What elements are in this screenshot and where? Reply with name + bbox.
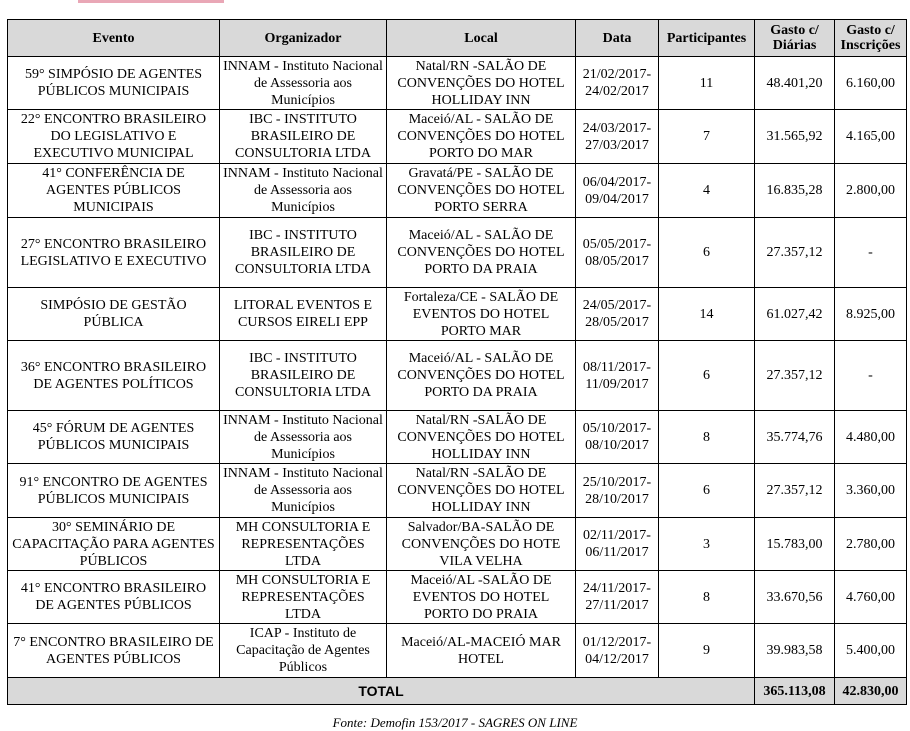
cell-gasto-inscricoes: 4.760,00 — [835, 571, 907, 624]
cell-organizador: IBC - INSTITUTO BRASILEIRO DE CONSULTORIA LTDA — [220, 341, 387, 411]
cell-organizador: LITORAL EVENTOS E CURSOS EIRELI EPP — [220, 288, 387, 341]
cell-data: 24/03/2017-27/03/2017 — [576, 110, 659, 164]
cell-participantes: 7 — [659, 110, 755, 164]
cell-gasto-diarias: 27.357,12 — [755, 341, 835, 411]
table-row — [8, 411, 907, 464]
cell-data: 08/11/2017-11/09/2017 — [576, 341, 659, 411]
cell-gasto-inscricoes: 4.165,00 — [835, 110, 907, 164]
cell-participantes: 11 — [659, 57, 755, 110]
cell-data: 06/04/2017-09/04/2017 — [576, 164, 659, 218]
cell-organizador: INNAM - Instituto Nacional de Assessoria aos Municípios — [220, 57, 387, 110]
header-data: Data — [576, 20, 659, 57]
source-note: Fonte: Demofin 153/2017 - SAGRES ON LINE — [332, 715, 578, 730]
cell-gasto-inscricoes: 3.360,00 — [835, 464, 907, 518]
cell-local: Natal/RN -SALÃO DE CONVENÇÕES DO HOTEL HOLLIDAY INN — [387, 57, 576, 110]
cell-gasto-diarias: 27.357,12 — [755, 464, 835, 518]
header-organizador: Organizador — [220, 20, 387, 57]
cell-evento: 36° ENCONTRO BRASILEIRO DE AGENTES POLÍTICOS — [8, 341, 220, 411]
cell-gasto-diarias: 35.774,76 — [755, 411, 835, 464]
table-header-row — [8, 20, 907, 57]
cell-participantes: 14 — [659, 288, 755, 341]
cell-gasto-inscricoes: 6.160,00 — [835, 57, 907, 110]
table-row — [8, 110, 907, 164]
cell-evento: 22° ENCONTRO BRASILEIRO DO LEGISLATIVO E EXECUTIVO MUNICIPAL — [8, 110, 220, 164]
cell-gasto-inscricoes: 2.800,00 — [835, 164, 907, 218]
cell-organizador: IBC - INSTITUTO BRASILEIRO DE CONSULTORIA LTDA — [220, 110, 387, 164]
total-row — [8, 678, 907, 705]
top-accent-bar — [78, 0, 224, 3]
header-evento: Evento — [8, 20, 220, 57]
cell-local: Gravatá/PE - SALÃO DE CONVENÇÕES DO HOTEL PORTO SERRA — [387, 164, 576, 218]
cell-organizador: IBC - INSTITUTO BRASILEIRO DE CONSULTORIA LTDA — [220, 218, 387, 288]
cell-gasto-inscricoes: - — [835, 218, 907, 288]
table-row — [8, 341, 907, 411]
cell-gasto-diarias: 61.027,42 — [755, 288, 835, 341]
cell-gasto-inscricoes: 4.480,00 — [835, 411, 907, 464]
cell-evento: 27° ENCONTRO BRASILEIRO LEGISLATIVO E EXECUTIVO — [8, 218, 220, 288]
cell-participantes: 8 — [659, 411, 755, 464]
cell-data: 05/10/2017-08/10/2017 — [576, 411, 659, 464]
cell-local: Natal/RN -SALÃO DE CONVENÇÕES DO HOTEL HOLLIDAY INN — [387, 464, 576, 518]
header-participantes: Participantes — [659, 20, 755, 57]
cell-local: Maceió/AL - SALÃO DE CONVENÇÕES DO HOTEL PORTO DA PRAIA — [387, 341, 576, 411]
cell-gasto-diarias: 48.401,20 — [755, 57, 835, 110]
cell-gasto-inscricoes: 5.400,00 — [835, 624, 907, 678]
cell-organizador: INNAM - Instituto Nacional de Assessoria aos Municípios — [220, 164, 387, 218]
cell-local: Salvador/BA-SALÃO DE CONVENÇÕES DO HOTE VILA VELHA — [387, 518, 576, 571]
cell-participantes: 9 — [659, 624, 755, 678]
cell-evento: 7° ENCONTRO BRASILEIRO DE AGENTES PÚBLICOS — [8, 624, 220, 678]
total-label: TOTAL — [8, 678, 755, 705]
cell-evento: 91° ENCONTRO DE AGENTES PÚBLICOS MUNICIPAIS — [8, 464, 220, 518]
cell-gasto-inscricoes: 2.780,00 — [835, 518, 907, 571]
cell-participantes: 4 — [659, 164, 755, 218]
cell-participantes: 3 — [659, 518, 755, 571]
total-diarias: 365.113,08 — [755, 678, 835, 705]
cell-participantes: 6 — [659, 218, 755, 288]
cell-organizador: MH CONSULTORIA E REPRESENTAÇÕES LTDA — [220, 571, 387, 624]
table-row — [8, 57, 907, 110]
table-row — [8, 218, 907, 288]
cell-evento: 41° ENCONTRO BRASILEIRO DE AGENTES PÚBLICOS — [8, 571, 220, 624]
table-row — [8, 164, 907, 218]
header-local: Local — [387, 20, 576, 57]
cell-local: Fortaleza/CE - SALÃO DE EVENTOS DO HOTEL PORTO MAR — [387, 288, 576, 341]
cell-gasto-inscricoes: - — [835, 341, 907, 411]
cell-data: 24/11/2017-27/11/2017 — [576, 571, 659, 624]
cell-data: 21/02/2017-24/02/2017 — [576, 57, 659, 110]
header-gasto-diarias: Gasto c/ Diárias — [755, 20, 835, 57]
table-row — [8, 624, 907, 678]
cell-data: 24/05/2017-28/05/2017 — [576, 288, 659, 341]
cell-data: 25/10/2017-28/10/2017 — [576, 464, 659, 518]
cell-organizador: MH CONSULTORIA E REPRESENTAÇÕES LTDA — [220, 518, 387, 571]
table-row — [8, 518, 907, 571]
cell-gasto-diarias: 27.357,12 — [755, 218, 835, 288]
cell-gasto-inscricoes: 8.925,00 — [835, 288, 907, 341]
cell-participantes: 8 — [659, 571, 755, 624]
cell-local: Maceió/AL-MACEIÓ MAR HOTEL — [387, 624, 576, 678]
cell-organizador: INNAM - Instituto Nacional de Assessoria aos Municípios — [220, 464, 387, 518]
cell-participantes: 6 — [659, 341, 755, 411]
cell-local: Maceió/AL - SALÃO DE CONVENÇÕES DO HOTEL PORTO DA PRAIA — [387, 218, 576, 288]
cell-gasto-diarias: 15.783,00 — [755, 518, 835, 571]
cell-local: Maceió/AL - SALÃO DE CONVENÇÕES DO HOTEL PORTO DO MAR — [387, 110, 576, 164]
total-inscricoes: 42.830,00 — [835, 678, 907, 705]
cell-local: Natal/RN -SALÃO DE CONVENÇÕES DO HOTEL HOLLIDAY INN — [387, 411, 576, 464]
cell-organizador: ICAP - Instituto de Capacitação de Agentes Públicos — [220, 624, 387, 678]
cell-gasto-diarias: 33.670,56 — [755, 571, 835, 624]
cell-gasto-diarias: 16.835,28 — [755, 164, 835, 218]
cell-gasto-diarias: 39.983,58 — [755, 624, 835, 678]
table-row — [8, 288, 907, 341]
cell-local: Maceió/AL -SALÃO DE EVENTOS DO HOTEL PORTO DO PRAIA — [387, 571, 576, 624]
cell-evento: 30° SEMINÁRIO DE CAPACITAÇÃO PARA AGENTES PÚBLICOS — [8, 518, 220, 571]
table-row — [8, 571, 907, 624]
cell-evento: SIMPÓSIO DE GESTÃO PÚBLICA — [8, 288, 220, 341]
cell-gasto-diarias: 31.565,92 — [755, 110, 835, 164]
cell-data: 01/12/2017-04/12/2017 — [576, 624, 659, 678]
event-expenses-table — [7, 19, 907, 705]
cell-participantes: 6 — [659, 464, 755, 518]
header-gasto-inscricoes: Gasto c/ Inscrições — [835, 20, 907, 57]
cell-evento: 45° FÓRUM DE AGENTES PÚBLICOS MUNICIPAIS — [8, 411, 220, 464]
cell-evento: 41° CONFERÊNCIA DE AGENTES PÚBLICOS MUNICIPAIS — [8, 164, 220, 218]
cell-evento: 59° SIMPÓSIO DE AGENTES PÚBLICOS MUNICIPAIS — [8, 57, 220, 110]
cell-data: 02/11/2017-06/11/2017 — [576, 518, 659, 571]
table-row — [8, 464, 907, 518]
cell-organizador: INNAM - Instituto Nacional de Assessoria aos Municípios — [220, 411, 387, 464]
cell-data: 05/05/2017-08/05/2017 — [576, 218, 659, 288]
